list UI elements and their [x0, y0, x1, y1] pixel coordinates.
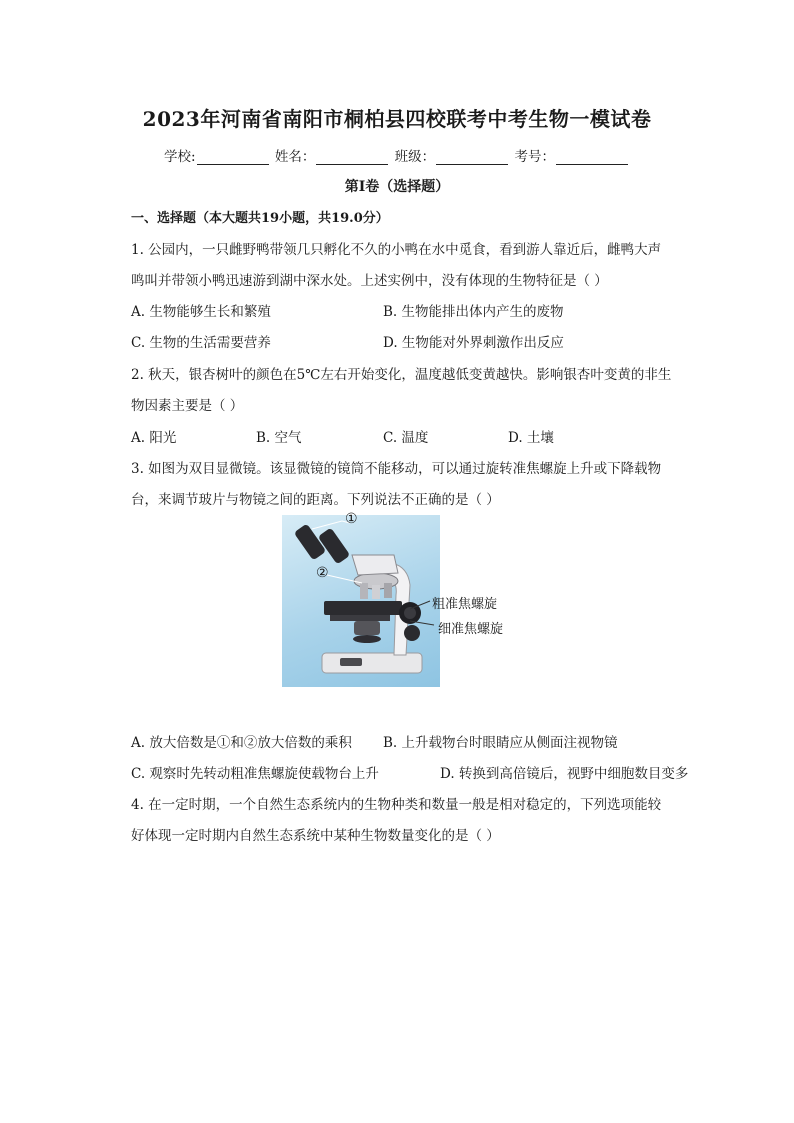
question-2-line-2: 物因素主要是（ ）: [131, 398, 244, 414]
question-2-option-b: B. 空气: [256, 430, 302, 446]
question-2-option-c: C. 温度: [383, 430, 429, 446]
school-label: 学校:: [164, 149, 196, 165]
question-2-option-a: A. 阳光: [131, 430, 177, 446]
coarse-focus-label: 粗准焦螺旋: [432, 597, 498, 612]
question-1-line-2: 鸣叫并带领小鸭迅速游到湖中深水处。上述实例中，没有体现的生物特征是（ ）: [131, 273, 608, 289]
fine-focus-label: 细准焦螺旋: [438, 622, 504, 637]
class-label: 班级：: [394, 149, 436, 165]
section-heading: 一、选择题（本大题共19小题，共19.0分）: [131, 211, 389, 226]
question-3-option-b: B. 上升载物台时眼睛应从侧面注视物镜: [383, 735, 618, 751]
question-1-option-a: A. 生物能够生长和繁殖: [131, 304, 271, 320]
question-1-option-c: C. 生物的生活需要营养: [131, 335, 271, 351]
question-3-line-2: 台，来调节玻片与物镜之间的距离。下列说法不正确的是（ ）: [131, 492, 500, 508]
question-3-option-a: A. 放大倍数是①和②放大倍数的乘积: [131, 735, 352, 751]
class-blank[interactable]: [436, 150, 508, 165]
question-2-line-1: 2. 秋天，银杏树叶的颜色在5℃左右开始变化，温度越低变黄越快。影响银杏叶变黄的非生: [131, 367, 672, 383]
exam-number-blank[interactable]: [556, 150, 628, 165]
question-1-option-d: D. 生物能对外界刺激作出反应: [383, 335, 564, 351]
volume-heading: 第I卷（选择题）: [344, 179, 450, 195]
name-blank[interactable]: [316, 150, 388, 165]
question-3-option-c: C. 观察时先转动粗准焦螺旋使载物台上升: [131, 766, 379, 782]
question-1-option-b: B. 生物能排出体内产生的废物: [383, 304, 564, 320]
exam-number-label: 考号：: [514, 149, 555, 165]
question-1-line-1: 1. 公园内，一只雌野鸭带领几只孵化不久的小鸭在水中觅食，看到游人靠近后，雌鸭大声: [131, 242, 662, 258]
exam-title: 2023年河南省南阳市桐柏县四校联考中考生物一模试卷: [142, 107, 652, 131]
label-mark-1: ①: [345, 511, 358, 527]
school-blank[interactable]: [197, 150, 269, 165]
question-4-line-1: 4. 在一定时期，一个自然生态系统内的生物种类和数量一般是相对稳定的，下列选项能较: [131, 797, 662, 813]
student-info-line: [0, 145, 794, 165]
question-4-line-2: 好体现一定时期内自然生态系统中某种生物数量变化的是（ ）: [131, 828, 500, 844]
label-mark-2: ②: [316, 565, 329, 581]
name-label: 姓名：: [274, 149, 316, 165]
question-3-option-d: D. 转换到高倍镜后，视野中细胞数目变多: [440, 766, 689, 782]
question-2-option-d: D. 土壤: [508, 430, 554, 446]
question-3-line-1: 3. 如图为双目显微镜。该显微镜的镜筒不能移动，可以通过旋转准焦螺旋上升或下降载物: [131, 461, 662, 477]
